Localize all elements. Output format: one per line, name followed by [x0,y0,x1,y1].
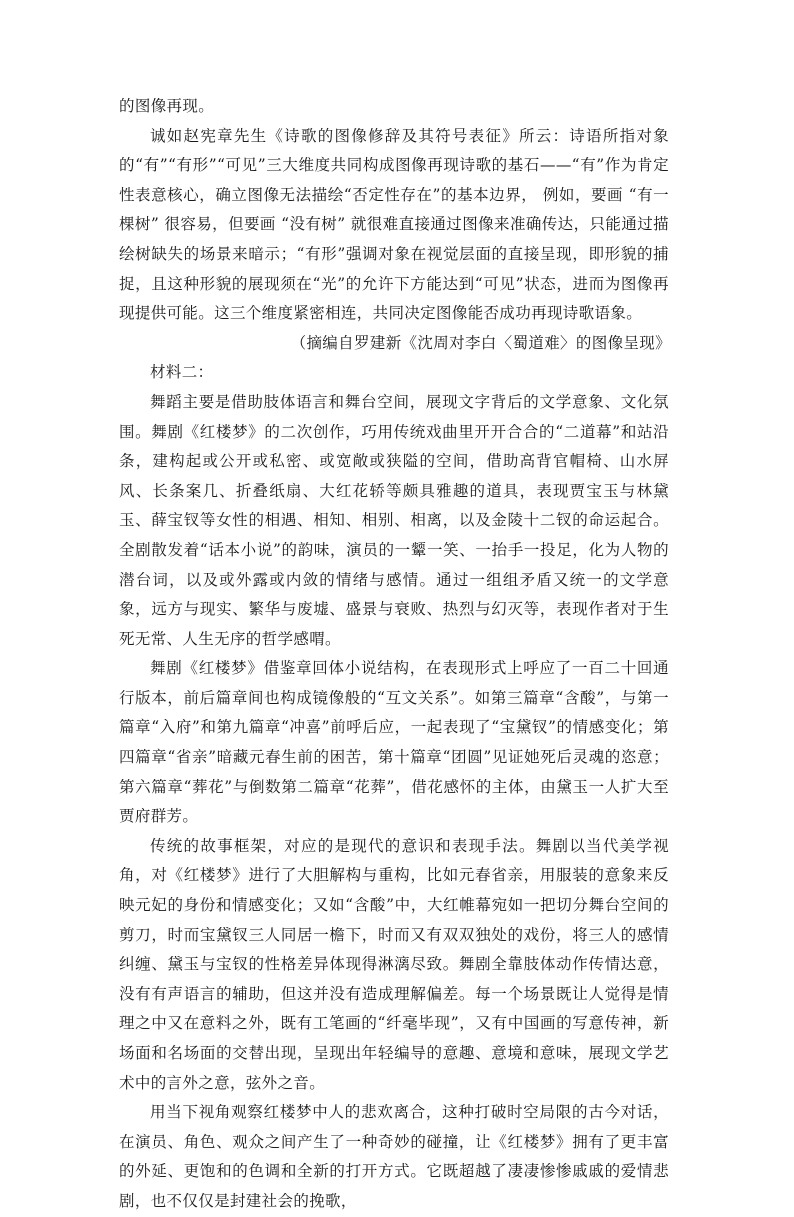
paragraph-dance-language: 舞蹈主要是借助肢体语言和舞台空间，展现文字背后的文学意象、文化氛围。舞剧《红楼梦》的二次创作，巧用传统戏曲里开开合合的“二道幕”和站沿条，建构起或公开或私密、或宽敞或狭隘的空间，借助高背官帽椅、山水屏风、长条案几、折叠纸扇、大红花轿等颇具雅趣的道具，表现贾宝玉与林黛玉、薛宝钗等女性的相遇、相知、相别、相离，以及金陵十二钗的命运起合。全剧散发着“话本小说”的韵味，演员的一颦一笑、一抬手一投足，化为人物的潜台词，以及或外露或内敛的情绪与感情。通过一组组矛盾又统一的文学意象，远方与现实、繁华与废墟、盛景与衰败、热烈与幻灭等，表现作者对于生死无常、人生无序的哲学感喟。 [119,392,669,648]
paragraph-continuation: 的图像再现。 [119,97,215,115]
paragraph-chapter-structure: 舞剧《红楼梦》借鉴章回体小说结构，在表现形式上呼应了一百二十回通行版本，前后篇章间也构成镜像般的“互文关系”。如第三篇章“含酸”，与第一篇章“入府”和第九篇章“冲喜”前呼后应，一起表现了“宝黛钗”的情感变化；第四篇章“省亲”暗藏元春生前的困苦，第十篇章“团圆”见证她死后灵魂的恣意；第六篇章“葬花”与倒数第二篇章“花葬”，借花感怀的主体，由黛玉一人扩大至贾府群芳。 [119,659,669,826]
paragraph-zhao-xianzhang-quote: 诚如赵宪章先生《诗歌的图像修辞及其符号表征》所云：诗语所指对象的“有”“有形”“可见”三大维度共同构成图像再现诗歌的基石——“有”作为肯定性表意核心，确立图像无法描绘“否定性存在”的基本边界， 例如，要画 “有一棵树” 很容易，但要画 “没有树” 就很难直接通过图像来准确传达，只能通过描绘树缺失的场景来暗示；“有形”强调对象在视觉层面的直接呈现，即形貌的捕捉，且这种形貌的展现须在“光”的允许下方能达到“可见”状态，进而为图像再现提供可能。这三个维度紧密相连，共同决定图像能否成功再现诗歌语象。 [119,126,669,323]
source-citation: （摘编自罗建新《沈周对李白〈蜀道难〉的图像呈现》 [290,333,671,352]
paragraph-modern-expression: 传统的故事框架，对应的是现代的意识和表现手法。舞剧以当代美学视角，对《红楼梦》进行了大胆解构与重构，比如元春省亲，用服装的意象来反映元妃的身份和情感变化；又如“含酸”中，大红帷幕宛如一把切分舞台空间的剪刀，时而宝黛钗三人同居一檐下，时而又有双双独处的戏份，将三人的感情纠缠、黛玉与宝钗的性格差异体现得淋漓尽致。舞剧全靠肢体动作传情达意，没有有声语言的辅助，但这并没有造成理解偏差。每一个场景既让人觉得是情理之中又在意料之外，既有工笔画的“纤毫毕现”，又有中国画的写意传神，新场面和名场面的交替出现，呈现出年轻编导的意趣、意境和意味，展现文学艺术中的言外之意，弦外之音。 [119,836,669,1092]
document-page [119,92,669,1217]
material-two-heading: 材料二： [150,363,214,382]
paragraph-contemporary-view: 用当下视角观察红楼梦中人的悲欢离合，这种打破时空局限的古今对话，在演员、角色、观众之间产生了一种奇妙的碰撞，让《红楼梦》拥有了更丰富的外延、更饱和的色调和全新的打开方式。它既超越了凄凄惨惨戚戚的爱情悲剧，也不仅仅是封建社会的挽歌， [119,1103,669,1210]
